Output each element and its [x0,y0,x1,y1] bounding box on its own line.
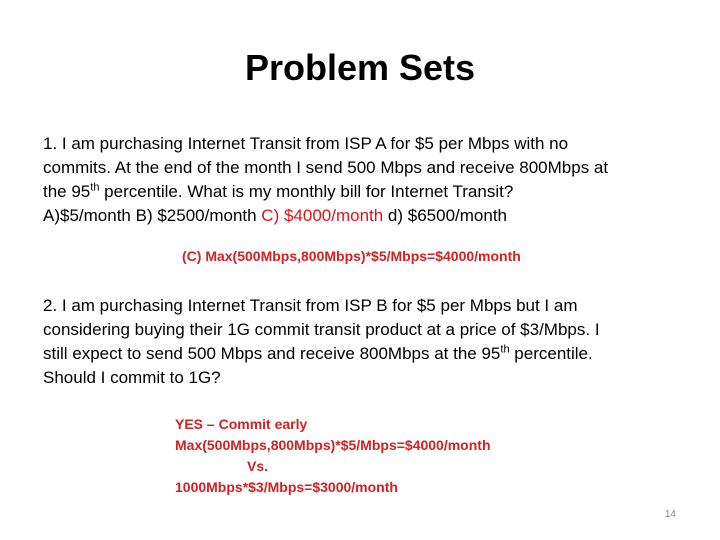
question-2-line-1: 2. I am purchasing Internet Transit from ISP B for $5 per Mbps but I am [43,296,578,315]
question-2-line-3 [43,342,683,366]
answer-2-line-2: Max(500Mbps,800Mbps)*$5/Mbps=$4000/month [175,437,491,453]
question-1-line-3 [43,180,683,204]
answer-2-line-1: YES – Commit early [175,416,308,432]
answer-2 [175,414,491,498]
question-1-line-3-pre: the 95 [43,182,91,201]
option-c-highlighted: C) $4000/month [261,206,384,225]
answer-1: (C) Max(500Mbps,800Mbps)*$5/Mbps=$4000/month [182,248,521,264]
question-2 [43,294,683,390]
option-a-b: A)$5/month B) $2500/month [43,206,262,225]
question-1 [43,132,683,228]
question-2-line-3-post: percentile. [509,344,593,363]
question-2-line-2: considering buying their 1G commit transit product at a price of $3/Mbps. I [43,320,600,339]
answer-2-versus: Vs. [247,458,269,474]
option-d: d) $6500/month [383,206,508,225]
question-2-line-4: Should I commit to 1G? [43,368,221,387]
question-1-ordinal-suffix: th [90,181,100,194]
question-2-ordinal-suffix: th [500,343,510,356]
page-number: 14 [664,509,676,520]
question-1-line-3-post: percentile. What is my monthly bill for Internet Transit? [99,182,514,201]
slide-title: Problem Sets [244,47,476,88]
answer-2-line-4: 1000Mbps*$3/Mbps=$3000/month [175,479,398,495]
question-1-line-1: 1. I am purchasing Internet Transit from ISP A for $5 per Mbps with no [43,134,569,153]
question-1-options [43,204,683,228]
question-2-line-3-pre: still expect to send 500 Mbps and receive 800Mbps at the 95 [43,344,501,363]
question-1-line-2: commits. At the end of the month I send 500 Mbps and receive 800Mbps at [43,158,609,177]
